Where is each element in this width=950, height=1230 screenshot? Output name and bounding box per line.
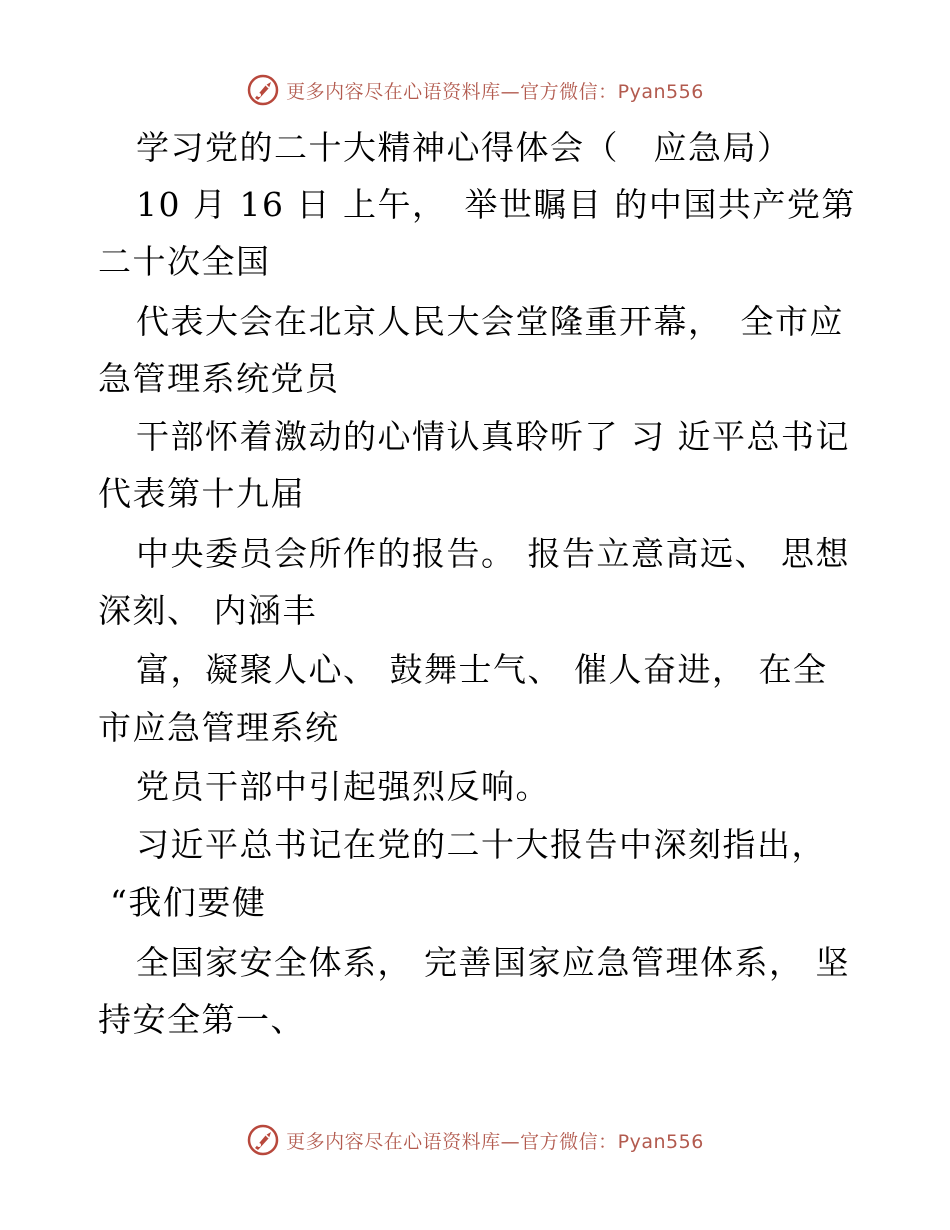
paragraph-line: 习近平总书记在党的二十大报告中深刻指出， (136, 825, 826, 864)
paragraph-line: 富，凝聚人心、 鼓舞士气、 催人奋进， 在全 (136, 650, 828, 689)
paragraph-line: 急管理系统党员 (98, 359, 340, 398)
header-banner-text: 更多内容尽在心语资料库—官方微信：Pyan556 (286, 80, 704, 103)
paragraph-line: 代表大会在北京人民大会堂隆重开幕， 全市应 (136, 302, 844, 341)
paragraph-line: 代表第十九届 (98, 474, 305, 513)
paragraph-line: 深刻、 内涵丰 (98, 591, 317, 630)
header-banner (0, 70, 950, 110)
pen-nib-logo-icon (246, 73, 280, 107)
paragraph-line: 党员干部中引起强烈反响。 (136, 767, 550, 806)
paragraph-line: 二十次全国 (98, 242, 271, 281)
footer-banner (0, 1120, 950, 1160)
paragraph-line: 持安全第一、 (98, 1000, 305, 1039)
paragraph-line: “我们要健 (110, 883, 267, 922)
paragraph-line: 市应急管理系统 (98, 708, 340, 747)
paragraph-line: 10 月 16 日 上午， 举世瞩目 的中国共产党第 (136, 185, 856, 224)
paragraph-line: 干部怀着激动的心情认真聆听了 习 近平总书记 (136, 417, 850, 456)
pen-nib-logo-icon (246, 1123, 280, 1157)
paragraph-line: 全国家安全体系， 完善国家应急管理体系， 坚 (136, 943, 850, 982)
document-title: 学习党的二十大精神心得体会（ 应急局） (136, 128, 792, 167)
footer-banner-text: 更多内容尽在心语资料库—官方微信：Pyan556 (286, 1130, 704, 1153)
paragraph-line: 中央委员会所作的报告。 报告立意高远、 思想 (136, 534, 850, 573)
